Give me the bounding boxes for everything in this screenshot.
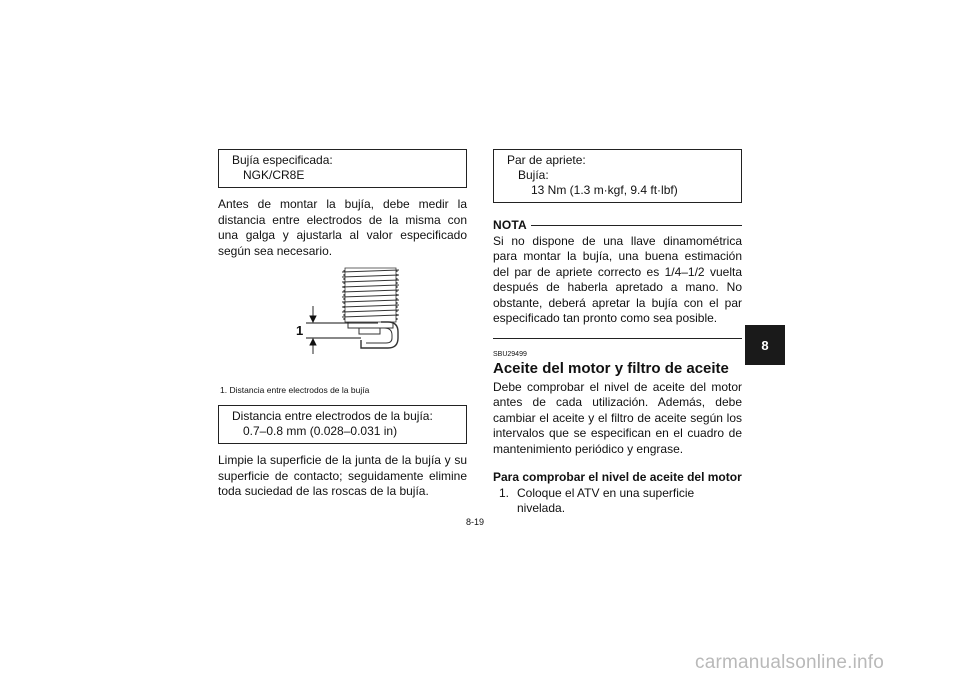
note-rule — [531, 225, 742, 226]
step-text: Coloque el ATV en una superficie nivelada. — [517, 485, 695, 515]
page-number: 8-19 — [466, 517, 485, 527]
subheading: Para comprobar el nivel de aceite del motor — [493, 470, 742, 484]
spec-item: Bujía: — [518, 168, 549, 182]
spec-title: Par de apriete: — [507, 153, 586, 167]
chapter-tab: 8 — [745, 325, 785, 365]
spec-value: 0.7–0.8 mm (0.028–0.031 in) — [243, 424, 398, 438]
right-column — [493, 149, 742, 517]
spec-box-spark-plug — [218, 149, 467, 188]
spec-box-torque — [493, 149, 742, 203]
spec-title: Bujía especificada: — [232, 153, 333, 167]
spec-value: 13 Nm (1.3 m·kgf, 9.4 ft·lbf) — [531, 183, 678, 197]
section-title: Aceite del motor y filtro de aceite — [493, 359, 729, 377]
spec-value: NGK/CR8E — [243, 168, 305, 182]
figure-callout: 1 — [296, 323, 304, 338]
spec-box-electrode-gap — [218, 405, 467, 444]
list-item — [493, 486, 742, 517]
step-number: 1. — [499, 485, 510, 500]
paragraph-gap: Antes de montar la bujía, debe medir la distancia entre electrodos de la misma con una galga y ajustarla al valor especificado según sea necesario. — [218, 197, 467, 258]
figure-caption: 1. Distancia entre electrodos de la bujía — [220, 385, 370, 395]
left-column — [218, 149, 467, 259]
spec-title: Distancia entre electrodos de la bujía: — [232, 409, 433, 423]
section-paragraph: Debe comprobar el nivel de aceite del motor antes de cada utilización. Además, debe cambiar el aceite y el filtro de aceite según los intervalos que se especifican en el cuadro de mantenimiento periódico y engrase. — [493, 379, 742, 456]
watermark: carmanualsonline.info — [695, 652, 885, 673]
spark-plug-figure — [218, 258, 467, 378]
note-text: Si no dispone de una llave dinamométrica para montar la bujía, una buena estimación del par de apriete correcto es 1/4–1/2 vuelta después de haberla apretado a mano. No obstante, deberá apretar la bujía con el par especificado tan pronto como sea posible. — [493, 233, 742, 325]
paragraph-clean: Limpie la superficie de la junta de la bujía y su superficie de contacto; seguidamente elimine toda suciedad de las roscas de la bujía. — [218, 453, 467, 498]
section-code: SBU29499 — [493, 350, 527, 358]
note-label: NOTA — [493, 218, 527, 232]
note-header — [493, 218, 742, 234]
left-column-lower — [218, 405, 467, 500]
note-end-rule — [493, 338, 742, 339]
